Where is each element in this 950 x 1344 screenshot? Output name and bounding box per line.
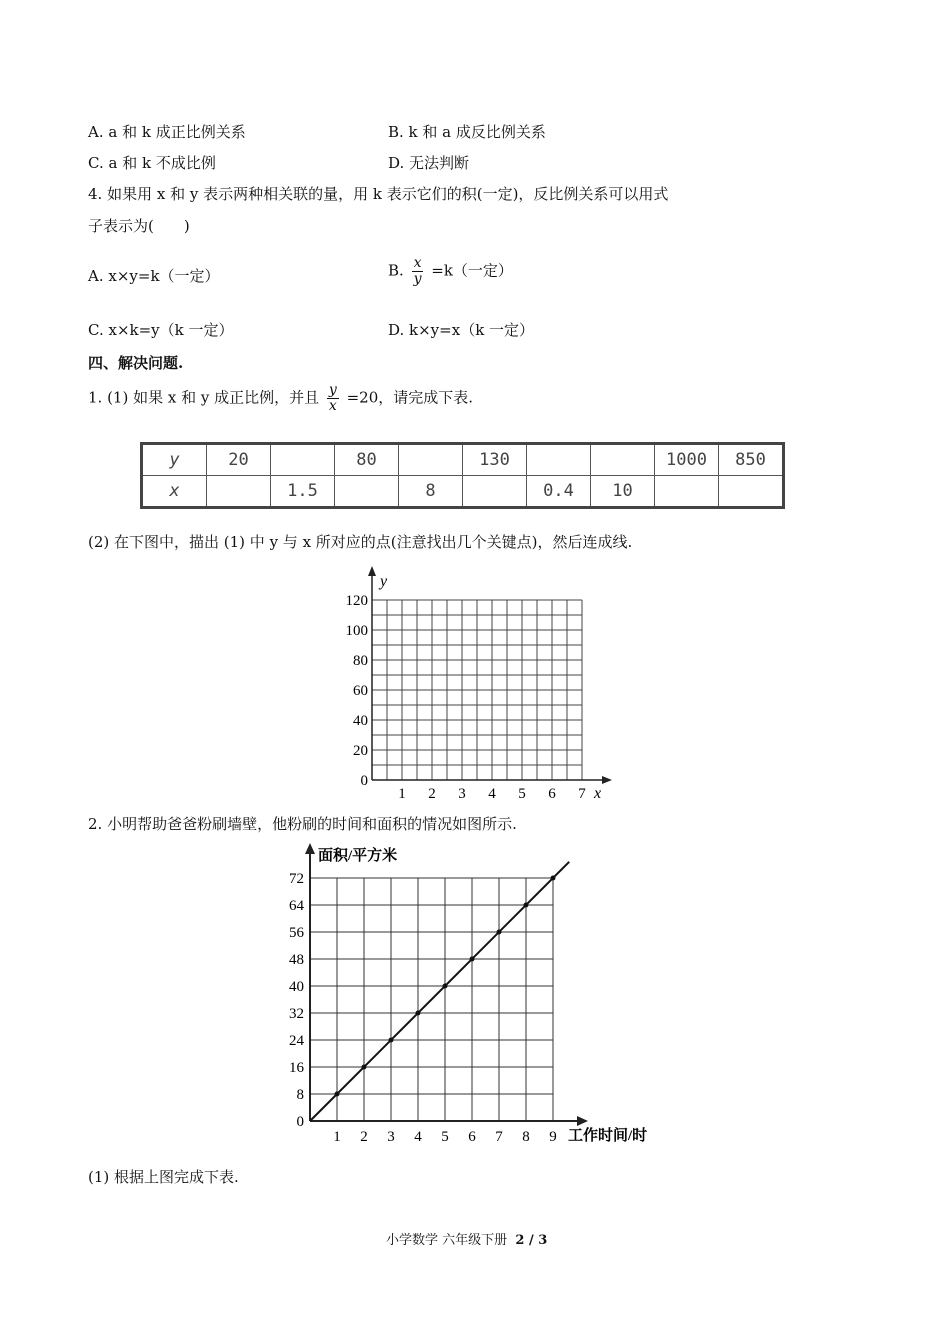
grid-lines bbox=[372, 600, 582, 780]
table-cell: 850 bbox=[719, 444, 784, 476]
fraction-numerator: x bbox=[413, 255, 422, 271]
x-tick-label: 7 bbox=[578, 786, 586, 802]
y-tick-label: 120 bbox=[345, 593, 368, 609]
page-number: 2 / 3 bbox=[515, 1233, 548, 1248]
q4-stem-line1: 4. 如果用 x 和 y 表示两种相关联的量，用 k 表示它们的积(一定)，反比例关系可以用式 bbox=[88, 185, 669, 203]
y-tick-label: 24 bbox=[289, 1033, 304, 1049]
table-cell bbox=[271, 444, 335, 476]
q3-option-d: D. 无法判断 bbox=[388, 154, 470, 172]
x-tick-label: 3 bbox=[458, 786, 466, 802]
fraction-numerator: y bbox=[328, 382, 337, 398]
footer-text: 小学数学 六年级下册 bbox=[386, 1233, 508, 1248]
data-point bbox=[470, 957, 475, 962]
x-tick-label: 2 bbox=[428, 786, 436, 802]
p1-stem bbox=[88, 383, 473, 414]
q3-option-a: A. a 和 k 成正比例关系 bbox=[88, 123, 246, 141]
y-tick-label: 100 bbox=[345, 623, 368, 639]
q4-stem-line2: 子表示为( ) bbox=[88, 217, 190, 235]
table-cell: 10 bbox=[591, 476, 655, 508]
blank-grid-graph bbox=[330, 562, 620, 802]
x-tick-label: 5 bbox=[518, 786, 526, 802]
data-point bbox=[335, 1092, 340, 1097]
table-cell bbox=[399, 444, 463, 476]
data-point bbox=[416, 1011, 421, 1016]
table-cell bbox=[527, 444, 591, 476]
y-tick-label: 16 bbox=[289, 1060, 304, 1076]
q4-option-b-fraction bbox=[412, 256, 424, 287]
y-axis-arrow bbox=[368, 566, 376, 576]
data-point bbox=[551, 876, 556, 881]
footer bbox=[386, 1229, 547, 1248]
data-point bbox=[389, 1038, 394, 1043]
x-axis-arrow bbox=[602, 776, 612, 784]
q4-option-a: A. x×y=k（一定） bbox=[88, 267, 220, 285]
y-tick-label: 72 bbox=[289, 871, 304, 887]
x-tick-label: 1 bbox=[398, 786, 406, 802]
area-time-chart bbox=[270, 840, 690, 1150]
y-tick-label: 64 bbox=[289, 898, 304, 914]
x-tick-label: 6 bbox=[468, 1129, 476, 1145]
x-tick-label: 6 bbox=[548, 786, 556, 802]
p1-stem-suffix: =20，请完成下表. bbox=[346, 388, 474, 407]
x-tick-label: 1 bbox=[333, 1129, 341, 1145]
fraction-denominator: x bbox=[328, 398, 337, 414]
y-tick-label: 40 bbox=[289, 979, 304, 995]
table-row-x bbox=[142, 476, 784, 508]
table-cell bbox=[719, 476, 784, 508]
x-axis-label: 工作时间/时 bbox=[568, 1128, 648, 1144]
y-tick-label: 8 bbox=[296, 1087, 304, 1103]
q4-option-c: C. x×k=y（k 一定） bbox=[88, 321, 234, 339]
y-axis-arrow bbox=[305, 843, 315, 854]
x-tick-label: 4 bbox=[488, 786, 496, 802]
data-point bbox=[524, 903, 529, 908]
data-line bbox=[310, 862, 569, 1121]
data-point bbox=[362, 1065, 367, 1070]
proportion-table bbox=[140, 442, 785, 509]
data-point bbox=[497, 930, 502, 935]
table-cell: 130 bbox=[463, 444, 527, 476]
table-cell: y bbox=[142, 444, 207, 476]
y-axis-label: 面积/平方米 bbox=[318, 848, 398, 864]
table-cell: 1000 bbox=[655, 444, 719, 476]
q4-option-b-suffix: =k（一定） bbox=[431, 261, 513, 280]
q4-option-b-label: B. bbox=[388, 261, 404, 280]
table-cell: x bbox=[142, 476, 207, 508]
x-tick-label: 5 bbox=[441, 1129, 449, 1145]
table-cell: 20 bbox=[207, 444, 271, 476]
table-cell bbox=[591, 444, 655, 476]
q4-option-b bbox=[388, 256, 513, 287]
table-cell bbox=[207, 476, 271, 508]
x-tick-label: 8 bbox=[522, 1129, 530, 1145]
x-tick-label: 4 bbox=[414, 1129, 422, 1145]
x-tick-label: 2 bbox=[360, 1129, 368, 1145]
table-cell: 8 bbox=[399, 476, 463, 508]
table-row-y bbox=[142, 444, 784, 476]
section-title: 四、解决问题. bbox=[88, 354, 184, 372]
table-cell: 0.4 bbox=[527, 476, 591, 508]
y-tick-label: 80 bbox=[353, 653, 368, 669]
table-cell bbox=[335, 476, 399, 508]
y-tick-label: 48 bbox=[289, 952, 304, 968]
x-tick-label: 7 bbox=[495, 1129, 503, 1145]
x-tick-label: 9 bbox=[549, 1129, 557, 1145]
p2-stem: 2. 小明帮助爸爸粉刷墙壁，他粉刷的时间和面积的情况如图所示. bbox=[88, 815, 517, 833]
data-point bbox=[443, 984, 448, 989]
p1-stem-prefix: 1. (1) 如果 x 和 y 成正比例，并且 bbox=[88, 388, 320, 407]
table-cell: 80 bbox=[335, 444, 399, 476]
y-tick-label: 56 bbox=[289, 925, 304, 941]
y-tick-label: 0 bbox=[360, 773, 368, 789]
x-axis-label: x bbox=[594, 785, 602, 802]
p1-fraction bbox=[327, 383, 339, 414]
y-tick-label: 32 bbox=[289, 1006, 304, 1022]
fraction-denominator: y bbox=[413, 271, 422, 287]
y-tick-label: 60 bbox=[353, 683, 368, 699]
y-tick-label: 0 bbox=[296, 1114, 304, 1130]
y-tick-label: 20 bbox=[353, 743, 368, 759]
p2-part1: (1) 根据上图完成下表. bbox=[88, 1168, 239, 1186]
x-axis-arrow bbox=[577, 1116, 588, 1126]
q3-option-b: B. k 和 a 成反比例关系 bbox=[388, 123, 546, 141]
y-axis-label: y bbox=[380, 573, 388, 590]
q4-option-d: D. k×y=x（k 一定） bbox=[388, 321, 535, 339]
y-tick-label: 40 bbox=[353, 713, 368, 729]
p1-part2: (2) 在下图中，描出 (1) 中 y 与 x 所对应的点(注意找出几个关键点)，然后连成线. bbox=[88, 533, 633, 551]
q3-option-c: C. a 和 k 不成比例 bbox=[88, 154, 216, 172]
table-cell bbox=[655, 476, 719, 508]
table-cell: 1.5 bbox=[271, 476, 335, 508]
x-tick-label: 3 bbox=[387, 1129, 395, 1145]
table-cell bbox=[463, 476, 527, 508]
